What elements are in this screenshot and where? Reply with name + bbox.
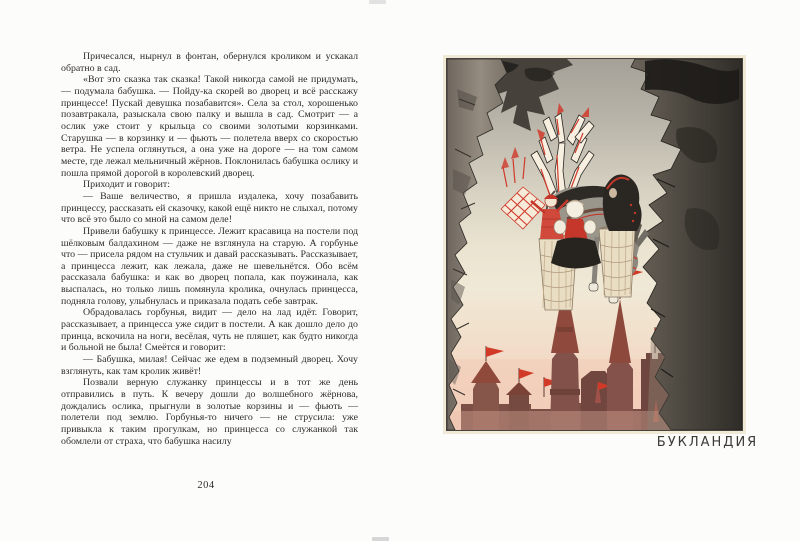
illustration <box>447 59 742 430</box>
story-paragraph: Обрадовалась горбунья, видит — дело на лад идёт. Говорит, рассказывает, а принцесса уже сидит в постели. А как дошло дело до принца, вскочила на ноги, весёлая, чуть не пляшет, как будто никогда и больной не была! Смеётся и говорит: <box>61 307 358 354</box>
story-paragraph: — Бабушка, милая! Сейчас же едем в подземный дворец. Хочу взглянуть, как там кролик живёт! <box>61 354 358 377</box>
story-paragraph: — Ваше величество, я пришла издалека, хочу позабавить принцессу, рассказать ей сказочку, какой ещё никто не слыхал, потому что всё это было со мной на самом деле! <box>61 190 358 226</box>
story-paragraph: Приходит и говорит: <box>83 179 170 191</box>
basket-right <box>599 226 635 298</box>
page-number: 204 <box>197 480 215 491</box>
scan-mark-top <box>369 0 386 4</box>
story-paragraph: Привели бабушку к принцессе. Лежит красавица на постели под шёлковым балдахином — даже не взглянула на старую. А горбунье что — присела рядом на стульчик и давай рассказывать. Рассказывает, а принцесса лежит, как лежала, даже не шевельнётся. Обо всём рассказала бабушка: и как во дворец попала, как поужинала, как выспалась, но только лишь помянула кролика, очнулась принцесса, подняла голову, улыбнулась и приказала подать себе завтрак. <box>61 225 358 307</box>
donkey-hoof <box>589 283 598 291</box>
story-paragraph: Причесался, нырнул в фонтан, обернулся кроликом и ускакал обратно в сад. <box>61 51 358 74</box>
cave-illustration <box>447 59 742 430</box>
story-paragraph: Позвали верную служанку принцессы и в тот же день отправились в путь. К вечеру дошли до волшебного жёрнова, дождались ослика, прыгнули в золотые корзины и — фьють — полетели под землю. Горбунья-то ничего — не струсила: уже привыкла к таким прогулкам, но принцесса со служанкой так обомлели от страха, что бабушка насилу <box>61 377 358 447</box>
illustration-caption: БУКЛАНДИЯ <box>656 435 759 450</box>
story-text <box>61 51 358 447</box>
story-paragraph: «Вот это сказка так сказка! Такой никогда самой не придумать, — подумала бабушка. — Пойду-ка скорей во дворец и всё расскажу принцессе! Пускай девушка позабавится». Села за стол, хорошенько позавтракала, разыскала свою палку и вышла в сад. Смотрит — а ослик уже стоит у крыльца со своими золотыми корзинками. Старушка — в корзинку и — фьють — полетела вверх со скоростью ветра. Не успела оглянуться, а она уже на дороге — на том самом месте, где лежал мельничный жёрнов. Поклонилась бабушка ослику и пошла прямой дорогой в королевский дворец. <box>61 74 358 179</box>
scan-mark-bottom <box>372 537 389 541</box>
illustration-paper <box>443 55 746 434</box>
